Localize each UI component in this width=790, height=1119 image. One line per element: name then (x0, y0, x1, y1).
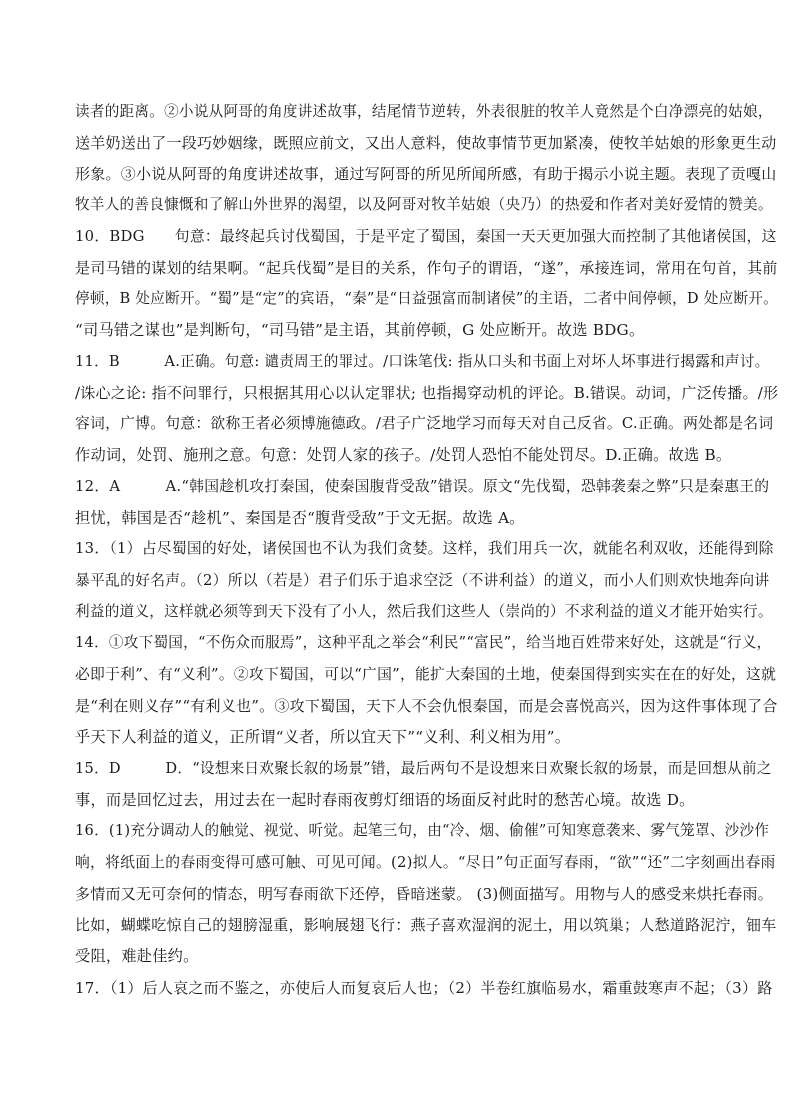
answer-13: 13．（1）占尽蜀国的好处，诸侯国也不认为我们贪婪。这样，我们用兵一次，就能名利双收，还能得到除 (75, 540, 774, 557)
answer-17: 17．（1）后人哀之而不鉴之，亦使后人而复哀后人也；（2）半卷红旗临易水，霜重鼓寒声不起；（3）路 (75, 979, 773, 997)
text-line: 作动词，处罚、施刑之意。句意：处罚人家的孩子。/处罚人恐怕不能处罚尽。D.正确。故选 B。 (75, 446, 732, 464)
text-line: 事，而是回忆过去，用过去在一起时春雨夜剪灯细语的场面反衬此时的愁苦心境。故选 D。 (75, 791, 695, 809)
text-line: 是“利在则义存”“有利义也”。③攻下蜀国，天下人不会仇恨秦国，而是会喜悦高兴，因为这件事体现了合 (75, 697, 778, 715)
text-line: /诛心之论: 指不问罪行，只根据其用心以认定罪状; 也指揭穿动机的评论。B.错误。动词，广泛传播。/形 (75, 384, 779, 402)
text-line: 受阻，难赴佳约。 (75, 947, 199, 965)
text-line: 容词，广博。句意：欲称王者必须博施德政。/君子广泛地学习而每天对自己反省。C.正确。两处都是名词 (75, 415, 774, 432)
answer-10: 10．BDG 句意：最终起兵讨伐蜀国，于是平定了蜀国，秦国一天天更加强大而控制了其他诸侯国，这 (75, 228, 777, 245)
text-line: 响，将纸面上的春雨变得可感可触、可见可闻。(2)拟人。“尽日”句正面写春雨，“欲”“还”二字刻画出春雨 (75, 854, 776, 871)
text-line: 停顿，B 处应断开。“蜀”是“定”的宾语，“秦”是“日益强富而制诸侯”的主语，二者中间停顿，D 处应断开。 (75, 290, 778, 307)
text-line: 担忧，韩国是否“趁机”、秦国是否“腹背受敌”于文无据。故选 A。 (75, 509, 525, 527)
text-line: 必即于利”、有“义利”。②攻下蜀国，可以“广国”，能扩大秦国的土地，使秦国得到实实在在的好处，这就 (75, 666, 777, 683)
text-line: 比如，蝴蝶吃惊自己的翅膀湿重，影响展翅飞行：燕子喜欢湿润的泥土，用以筑巢；人愁道路泥泞，钿车 (75, 916, 777, 934)
text-line: 送羊奶送出了一段巧妙姻缘，既照应前文，又出人意料，使故事情节更加紧凑，使牧羊姑娘的形象更生动 (75, 134, 777, 152)
text-line: 读者的距离。②小说从阿哥的角度讲述故事，结尾情节逆转，外表很脏的牧羊人竟然是个白净漂亮的姑娘， (75, 103, 773, 120)
text-line: 乎天下人利益的道义，正所谓“义者，所以宜天下”“义利、利义相为用”。 (75, 728, 571, 746)
answer-16: 16．(1)充分调动人的触觉、视觉、听觉。起笔三句，由“冷、烟、偷催”可知寒意袭来、雾气笼罩、沙沙作 (75, 822, 770, 839)
text-line: 是司马错的谋划的结果啊。“起兵伐蜀”是目的关系，作句子的谓语，“遂”，承接连词，常用在句首，其前 (75, 259, 778, 277)
answer-14: 14．①攻下蜀国，“不伤众而服焉”，这种平乱之举会“利民”“富民”，给当地百姓带来好处，这就是“行义， (75, 634, 772, 651)
answer-12: 12．A A.“韩国趁机攻打秦国，使秦国腹背受敌”错误。原文“先伐蜀，恐韩袭秦之弊”只是秦惠王的 (75, 478, 770, 495)
text-line: 形象。③小说从阿哥的角度讲述故事，通过写阿哥的所见所闻所感，有助于揭示小说主题。表现了贡嘎山 (75, 165, 777, 183)
text-line: 多情而又无可奈何的情态，明写春雨欲下还停，昏暗迷蒙。 (3)侧面描写。用物与人的感受来烘托春雨。 (75, 885, 774, 903)
answer-11: 11．B A.正确。句意: 谴责周王的罪过。/口诛笔伐: 指从口头和书面上对坏人坏事进行揭露和声讨。 (75, 353, 770, 370)
answer-15: 15．D D．“设想来日欢聚长叙的场景”错，最后两句不是设想来日欢聚长叙的场景，而是回想从前之 (75, 760, 772, 777)
text-line: 暴平乱的好名声。（2）所以（若是）君子们乐于追求空泛（不讲利益）的道义，而小人们则欢快地奔向讲 (75, 572, 770, 589)
text-line: 牧羊人的善良慷慨和了解山外世界的渴望，以及阿哥对牧羊姑娘（央乃）的热爱和作者对美好爱情的赞美。 (75, 196, 773, 213)
text-line: 利益的道义，这样就必须等到天下没有了小人，然后我们这些人（崇尚的）不求利益的道义才能开始实行。 (75, 603, 773, 620)
text-line: “司马错之谋也”是判断句，“司马错”是主语，其前停顿，G 处应断开。故选 BDG。 (75, 321, 645, 339)
